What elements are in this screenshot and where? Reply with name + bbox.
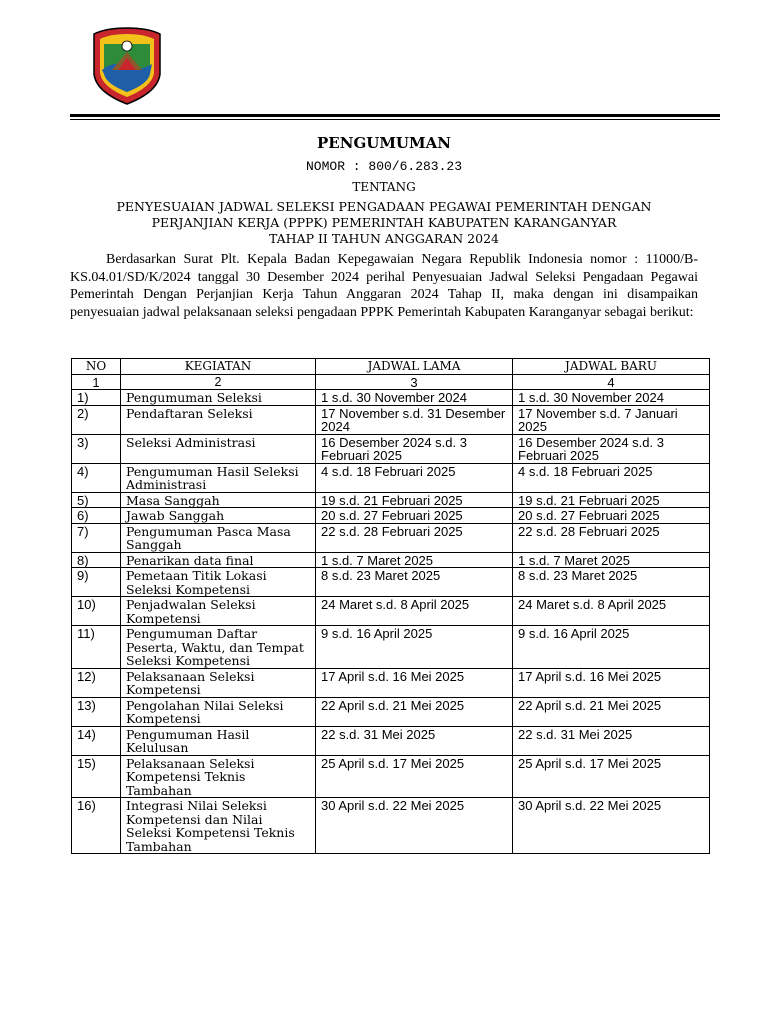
cell-kegiatan: Pelaksanaan Seleksi Kompetensi Teknis Tambahan (121, 755, 316, 798)
cell-lama: 24 Maret s.d. 8 April 2025 (316, 597, 513, 626)
table-row (72, 390, 710, 406)
subject-line: PENYESUAIAN JADWAL SELEKSI PENGADAAN PEGAWAI PEMERINTAH DENGAN (116, 199, 652, 214)
cell-lama: 30 April s.d. 22 Mei 2025 (316, 798, 513, 854)
cell-no: 2) (72, 405, 121, 434)
cell-baru: 16 Desember 2024 s.d. 3 Februari 2025 (513, 434, 710, 463)
cell-kegiatan: Pengumuman Daftar Peserta, Waktu, dan Tempat Seleksi Kompetensi (121, 626, 316, 669)
table-row (72, 434, 710, 463)
cell-lama: 17 April s.d. 16 Mei 2025 (316, 668, 513, 697)
column-number: 2 (121, 374, 316, 390)
table-row (72, 568, 710, 597)
cell-baru: 20 s.d. 27 Februari 2025 (513, 508, 710, 524)
table-row (72, 597, 710, 626)
cell-kegiatan: Pengumuman Hasil Seleksi Administrasi (121, 463, 316, 492)
cell-baru: 1 s.d. 30 November 2024 (513, 390, 710, 406)
intro-paragraph: Berdasarkan Surat Plt. Kepala Badan Kepegawaian Negara Republik Indonesia nomor : 11000/B-KS.04.01/SD/K/2024 tanggal 30 Desember 2024 perihal Penyesuaian Jadwal Seleksi Pengadaan Pegawai Pemerintah Dengan Perjanjian Kerja Tahun Anggaran 2024 Tahap II, maka dengan ini disampaikan penyesuaian jadwal pelaksanaan seleksi pengadaan PPPK Pemerintah Kabupaten Karanganyar sebagai berikut: (70, 252, 698, 320)
cell-baru: 19 s.d. 21 Februari 2025 (513, 492, 710, 508)
cell-no: 11) (72, 626, 121, 669)
document-number: NOMOR : 800/6.283.23 (305, 159, 463, 174)
cell-kegiatan: Pelaksanaan Seleksi Kompetensi (121, 668, 316, 697)
cell-lama: 1 s.d. 30 November 2024 (316, 390, 513, 406)
table-row (72, 492, 710, 508)
column-header: JADWAL LAMA (316, 359, 513, 375)
cell-no: 4) (72, 463, 121, 492)
subject-text (70, 199, 698, 247)
cell-no: 13) (72, 697, 121, 726)
letterhead-rule-thick (70, 114, 720, 117)
cell-kegiatan: Seleksi Administrasi (121, 434, 316, 463)
subject-line: PERJANJIAN KERJA (PPPK) PEMERINTAH KABUPATEN KARANGANYAR (151, 215, 617, 230)
cell-no: 16) (72, 798, 121, 854)
cell-baru: 22 April s.d. 21 Mei 2025 (513, 697, 710, 726)
cell-lama: 9 s.d. 16 April 2025 (316, 626, 513, 669)
cell-baru: 30 April s.d. 22 Mei 2025 (513, 798, 710, 854)
table-row (72, 508, 710, 524)
table-row (72, 463, 710, 492)
table-row (72, 755, 710, 798)
cell-baru: 22 s.d. 28 Februari 2025 (513, 523, 710, 552)
column-header: NO (72, 359, 121, 375)
cell-kegiatan: Pengumuman Seleksi (121, 390, 316, 406)
table-row (72, 523, 710, 552)
table-row (72, 668, 710, 697)
cell-no: 9) (72, 568, 121, 597)
cell-no: 8) (72, 552, 121, 568)
table-row (72, 626, 710, 669)
subject-line: TAHAP II TAHUN ANGGARAN 2024 (269, 231, 499, 246)
cell-baru: 17 November s.d. 7 Januari 2025 (513, 405, 710, 434)
cell-no: 12) (72, 668, 121, 697)
cell-kegiatan: Penjadwalan Seleksi Kompetensi (121, 597, 316, 626)
cell-lama: 20 s.d. 27 Februari 2025 (316, 508, 513, 524)
cell-baru: 8 s.d. 23 Maret 2025 (513, 568, 710, 597)
table-row (72, 697, 710, 726)
cell-baru: 1 s.d. 7 Maret 2025 (513, 552, 710, 568)
column-number: 1 (72, 374, 121, 390)
cell-baru: 22 s.d. 31 Mei 2025 (513, 726, 710, 755)
cell-kegiatan: Pengumuman Pasca Masa Sanggah (121, 523, 316, 552)
subject-heading: TENTANG (352, 180, 416, 194)
cell-baru: 17 April s.d. 16 Mei 2025 (513, 668, 710, 697)
cell-no: 3) (72, 434, 121, 463)
table-row (72, 726, 710, 755)
cell-no: 10) (72, 597, 121, 626)
column-header: JADWAL BARU (513, 359, 710, 375)
cell-baru: 4 s.d. 18 Februari 2025 (513, 463, 710, 492)
cell-kegiatan: Pengolahan Nilai Seleksi Kompetensi (121, 697, 316, 726)
table-row (72, 552, 710, 568)
column-number: 4 (513, 374, 710, 390)
table-header-row (72, 359, 710, 375)
cell-lama: 22 s.d. 28 Februari 2025 (316, 523, 513, 552)
cell-kegiatan: Jawab Sanggah (121, 508, 316, 524)
cell-lama: 17 November s.d. 31 Desember 2024 (316, 405, 513, 434)
cell-baru: 24 Maret s.d. 8 April 2025 (513, 597, 710, 626)
cell-lama: 16 Desember 2024 s.d. 3 Februari 2025 (316, 434, 513, 463)
cell-baru: 9 s.d. 16 April 2025 (513, 626, 710, 669)
cell-kegiatan: Masa Sanggah (121, 492, 316, 508)
column-number: 3 (316, 374, 513, 390)
cell-lama: 8 s.d. 23 Maret 2025 (316, 568, 513, 597)
cell-lama: 4 s.d. 18 Februari 2025 (316, 463, 513, 492)
cell-lama: 19 s.d. 21 Februari 2025 (316, 492, 513, 508)
cell-no: 1) (72, 390, 121, 406)
cell-kegiatan: Pemetaan Titik Lokasi Seleksi Kompetensi (121, 568, 316, 597)
cell-lama: 22 s.d. 31 Mei 2025 (316, 726, 513, 755)
cell-lama: 25 April s.d. 17 Mei 2025 (316, 755, 513, 798)
cell-no: 14) (72, 726, 121, 755)
cell-lama: 1 s.d. 7 Maret 2025 (316, 552, 513, 568)
cell-no: 6) (72, 508, 121, 524)
cell-no: 7) (72, 523, 121, 552)
cell-kegiatan: Pendaftaran Seleksi (121, 405, 316, 434)
cell-kegiatan: Integrasi Nilai Seleksi Kompetensi dan Nilai Seleksi Kompetensi Teknis Tambahan (121, 798, 316, 854)
cell-no: 15) (72, 755, 121, 798)
table-column-number-row (72, 374, 710, 390)
cell-kegiatan: Pengumuman Hasil Kelulusan (121, 726, 316, 755)
table-row (72, 798, 710, 854)
regency-emblem-icon (88, 24, 166, 106)
schedule-table (71, 358, 710, 854)
document-title: PENGUMUMAN (317, 134, 451, 152)
column-header: KEGIATAN (121, 359, 316, 375)
letterhead-rule-thin (70, 119, 720, 120)
cell-kegiatan: Penarikan data final (121, 552, 316, 568)
cell-no: 5) (72, 492, 121, 508)
cell-lama: 22 April s.d. 21 Mei 2025 (316, 697, 513, 726)
cell-baru: 25 April s.d. 17 Mei 2025 (513, 755, 710, 798)
table-row (72, 405, 710, 434)
